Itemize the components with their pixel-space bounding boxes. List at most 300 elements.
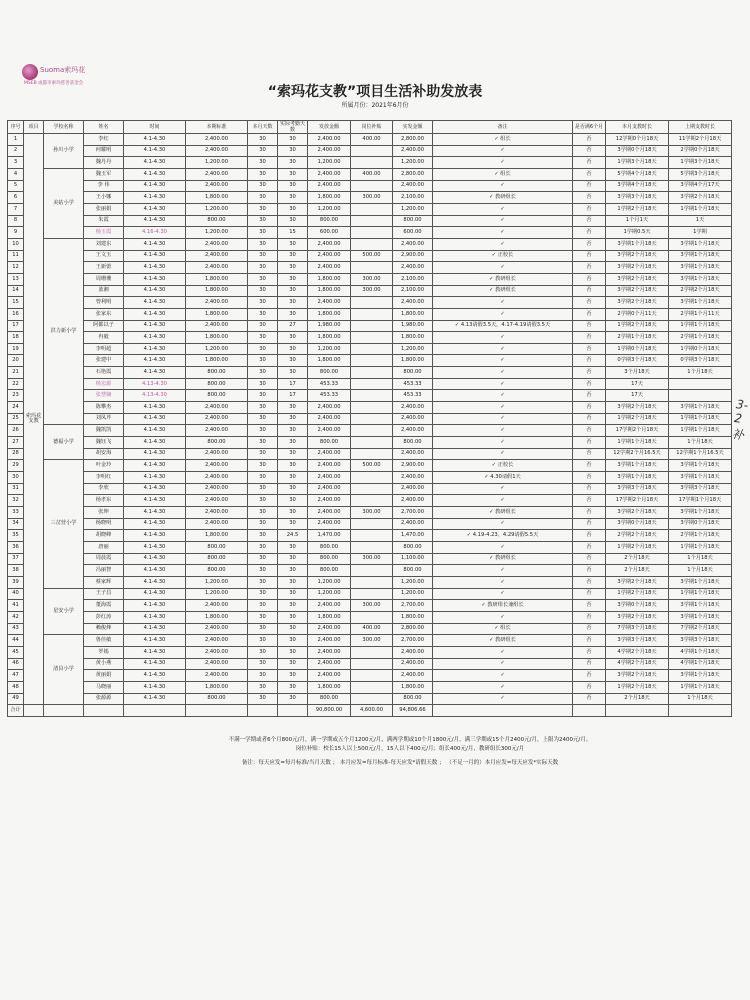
issued-amount: 2,400.00 <box>308 623 351 635</box>
issued-amount: 2,400.00 <box>308 518 351 530</box>
last-period-duration: 5学期3个月18天 <box>669 168 732 180</box>
remark: ✓ 教研组长 <box>433 192 573 204</box>
table-row <box>8 623 732 635</box>
table-row <box>8 448 732 460</box>
standard-amount: 2,400.00 <box>186 145 248 157</box>
teacher-name: 曾利明 <box>84 297 124 309</box>
actual-days: 30 <box>278 343 308 355</box>
row-number: 13 <box>8 273 24 285</box>
period: 4.1-4.30 <box>124 693 186 705</box>
month-days: 30 <box>248 134 278 146</box>
post-subsidy <box>351 576 393 588</box>
remark: ✓ <box>433 541 573 553</box>
over-six-months: 否 <box>573 658 606 670</box>
this-period-duration: 2个月18天 <box>606 553 669 565</box>
post-subsidy <box>351 611 393 623</box>
period: 4.1-4.30 <box>124 157 186 169</box>
last-period-duration: 3学期1个月18天 <box>669 402 732 414</box>
row-number: 32 <box>8 495 24 507</box>
standard-amount: 2,400.00 <box>186 134 248 146</box>
actual-days: 30 <box>278 518 308 530</box>
remark: ✓ <box>433 355 573 367</box>
standard-amount: 2,400.00 <box>186 460 248 472</box>
post-subsidy <box>351 367 393 379</box>
over-six-months: 否 <box>573 576 606 588</box>
standard-amount: 800.00 <box>186 437 248 449</box>
remark: ✓ <box>433 332 573 344</box>
post-subsidy <box>351 332 393 344</box>
standard-amount: 1,200.00 <box>186 203 248 215</box>
over-six-months: 否 <box>573 262 606 274</box>
last-period-duration: 3学期3个月18天 <box>669 483 732 495</box>
post-subsidy: 300.00 <box>351 273 393 285</box>
row-number: 49 <box>8 693 24 705</box>
empty-cell <box>186 705 248 717</box>
period: 4.1-4.30 <box>124 576 186 588</box>
over-six-months: 否 <box>573 681 606 693</box>
header-cell: 时间 <box>124 121 186 134</box>
row-number: 22 <box>8 378 24 390</box>
teacher-name: 魏玉军 <box>84 168 124 180</box>
month-days: 30 <box>248 623 278 635</box>
header-cell: 姓名 <box>84 121 124 134</box>
table-row <box>8 600 732 612</box>
this-period-duration: 12学期2个月16.5天 <box>606 448 669 460</box>
last-period-duration: 1学期1个月18天 <box>669 588 732 600</box>
post-subsidy <box>351 565 393 577</box>
standards-line-1: 不满一学期或者6个月800元/月，满一学期或五个月1200元/月，满两学期或10个月1800元/月，满三学期或15个月2400元/月，上限为2400元/月。 <box>228 737 592 743</box>
remark: ✓ 4.19-4.23、4.29请假5.5天 <box>433 530 573 542</box>
over-six-months: 否 <box>573 355 606 367</box>
teacher-name: 刘凤芹 <box>84 413 124 425</box>
empty-cell <box>606 705 669 717</box>
issued-amount: 1,800.00 <box>308 308 351 320</box>
period: 4.1-4.30 <box>124 402 186 414</box>
school-name: 洪力新小学 <box>44 238 84 425</box>
month-days: 30 <box>248 285 278 297</box>
paid-amount: 1,470.00 <box>393 530 433 542</box>
over-six-months: 否 <box>573 413 606 425</box>
teacher-name: 魏凯凯 <box>84 425 124 437</box>
over-six-months: 否 <box>573 297 606 309</box>
period: 4.1-4.30 <box>124 355 186 367</box>
period: 4.1-4.30 <box>124 588 186 600</box>
table-row <box>8 273 732 285</box>
paid-amount: 1,800.00 <box>393 332 433 344</box>
post-subsidy: 300.00 <box>351 285 393 297</box>
standards-line-2: 岗位补贴：校长15人以上500元/月，15人以下400元/月；组长400元/月，教研组长300元/月 <box>295 746 525 752</box>
standard-amount: 2,400.00 <box>186 262 248 274</box>
last-period-duration: 2学期1个月18天 <box>669 332 732 344</box>
period: 4.1-4.30 <box>124 623 186 635</box>
actual-days: 30 <box>278 332 308 344</box>
issued-amount: 1,200.00 <box>308 576 351 588</box>
month-days: 30 <box>248 308 278 320</box>
paid-amount: 2,700.00 <box>393 635 433 647</box>
period: 4.1-4.30 <box>124 134 186 146</box>
month-days: 30 <box>248 483 278 495</box>
actual-days: 30 <box>278 192 308 204</box>
teacher-name: 李明红 <box>84 472 124 484</box>
month-days: 30 <box>248 600 278 612</box>
period: 4.1-4.30 <box>124 367 186 379</box>
this-period-duration: 1个月1天 <box>606 215 669 227</box>
last-period-duration: 1个月18天 <box>669 693 732 705</box>
over-six-months: 否 <box>573 378 606 390</box>
table-row <box>8 390 732 402</box>
school-name: 孙川小学 <box>44 134 84 169</box>
issued-amount: 1,200.00 <box>308 588 351 600</box>
month-days: 30 <box>248 425 278 437</box>
teacher-name: 张慧娴 <box>84 390 124 402</box>
this-period-duration: 1学期2个月18天 <box>606 203 669 215</box>
this-period-duration: 2学期0个月11天 <box>606 308 669 320</box>
table-row <box>8 611 732 623</box>
actual-days: 17 <box>278 390 308 402</box>
month-days: 30 <box>248 670 278 682</box>
last-period-duration: 7学期2个月18天 <box>669 623 732 635</box>
standard-amount: 1,800.00 <box>186 355 248 367</box>
period: 4.1-4.30 <box>124 518 186 530</box>
row-number: 14 <box>8 285 24 297</box>
month-days: 30 <box>248 273 278 285</box>
last-period-duration: 3学期1个月18天 <box>669 460 732 472</box>
teacher-name: 李明超 <box>84 343 124 355</box>
remark: ✓ <box>433 646 573 658</box>
this-period-duration: 3学期2个月18天 <box>606 611 669 623</box>
table-row <box>8 367 732 379</box>
teacher-name: 胡安海 <box>84 448 124 460</box>
table-row <box>8 681 732 693</box>
this-period-duration: 1学期0.5天 <box>606 227 669 239</box>
row-number: 12 <box>8 262 24 274</box>
issued-amount: 800.00 <box>308 565 351 577</box>
issued-amount: 2,400.00 <box>308 168 351 180</box>
post-subsidy <box>351 448 393 460</box>
remark: ✓ 4.13请假3.5天，4.17-4.19请假3.5天 <box>433 320 573 332</box>
this-period-duration: 3学期0个月18天 <box>606 145 669 157</box>
actual-days: 30 <box>278 472 308 484</box>
actual-days: 30 <box>278 203 308 215</box>
over-six-months: 否 <box>573 180 606 192</box>
issued-amount: 2,400.00 <box>308 483 351 495</box>
handwritten-annotation: 3-2补 <box>731 397 750 443</box>
actual-days: 30 <box>278 623 308 635</box>
actual-days: 30 <box>278 588 308 600</box>
period: 4.1-4.30 <box>124 320 186 332</box>
standard-amount: 2,400.00 <box>186 448 248 460</box>
last-period-duration <box>669 378 732 390</box>
standard-amount: 800.00 <box>186 565 248 577</box>
row-number: 20 <box>8 355 24 367</box>
table-row <box>8 203 732 215</box>
paid-amount: 2,400.00 <box>393 472 433 484</box>
teacher-name: 王小娜 <box>84 192 124 204</box>
remark: ✓ <box>433 425 573 437</box>
over-six-months: 否 <box>573 507 606 519</box>
remark: ✓ <box>433 402 573 414</box>
teacher-name: 唐丽 <box>84 541 124 553</box>
total-paid: 94,806.66 <box>393 705 433 717</box>
issued-amount: 2,400.00 <box>308 472 351 484</box>
standard-amount: 1,200.00 <box>186 588 248 600</box>
remark: ✓ <box>433 448 573 460</box>
actual-days: 30 <box>278 635 308 647</box>
over-six-months: 否 <box>573 227 606 239</box>
table-row <box>8 693 732 705</box>
table-row <box>8 553 732 565</box>
empty-cell <box>124 705 186 717</box>
month-days: 30 <box>248 565 278 577</box>
over-six-months: 否 <box>573 518 606 530</box>
paid-amount: 2,400.00 <box>393 483 433 495</box>
table-row <box>8 507 732 519</box>
standard-amount: 2,400.00 <box>186 297 248 309</box>
table-row <box>8 402 732 414</box>
row-number: 4 <box>8 168 24 180</box>
teacher-name: 罗嫣 <box>84 646 124 658</box>
period: 4.1-4.30 <box>124 145 186 157</box>
post-subsidy <box>351 180 393 192</box>
month-days: 30 <box>248 227 278 239</box>
remark: ✓ <box>433 681 573 693</box>
over-six-months: 否 <box>573 285 606 297</box>
this-period-duration: 3学期2个月18天 <box>606 297 669 309</box>
actual-days: 30 <box>278 367 308 379</box>
paid-amount: 2,800.00 <box>393 623 433 635</box>
paid-amount: 1,200.00 <box>393 157 433 169</box>
last-period-duration: 1学期 <box>669 227 732 239</box>
last-period-duration: 3学期2个月18天 <box>669 192 732 204</box>
last-period-duration: 11学期2个月18天 <box>669 134 732 146</box>
month-days: 30 <box>248 693 278 705</box>
row-number: 36 <box>8 541 24 553</box>
post-subsidy <box>351 203 393 215</box>
last-period-duration: 1个月18天 <box>669 367 732 379</box>
row-number: 38 <box>8 565 24 577</box>
this-period-duration: 1学期2个月18天 <box>606 681 669 693</box>
remark: ✓ <box>433 518 573 530</box>
paid-amount: 2,700.00 <box>393 600 433 612</box>
teacher-name: 周晨霞 <box>84 553 124 565</box>
school-name: 德福小学 <box>44 425 84 460</box>
remark: ✓ <box>433 367 573 379</box>
teacher-name: 彭红涛 <box>84 611 124 623</box>
month-days: 30 <box>248 576 278 588</box>
month-days: 30 <box>248 413 278 425</box>
post-subsidy <box>351 297 393 309</box>
remark: ✓ <box>433 378 573 390</box>
this-period-duration: 3学期4个月18天 <box>606 180 669 192</box>
empty-cell <box>278 705 308 717</box>
total-row <box>8 705 732 717</box>
this-period-duration: 3学期3个月18天 <box>606 635 669 647</box>
last-period-duration: 4学期1个月18天 <box>669 646 732 658</box>
teacher-name: 张源源 <box>84 693 124 705</box>
row-number: 11 <box>8 250 24 262</box>
issued-amount: 2,400.00 <box>308 670 351 682</box>
period: 4.1-4.30 <box>124 670 186 682</box>
over-six-months: 否 <box>573 390 606 402</box>
project-name: 索玛花支教 <box>24 134 44 705</box>
remark: ✓ 教研组长兼组长 <box>433 600 573 612</box>
post-subsidy: 300.00 <box>351 553 393 565</box>
paid-amount: 2,400.00 <box>393 402 433 414</box>
month-days: 30 <box>248 530 278 542</box>
over-six-months: 否 <box>573 273 606 285</box>
empty-cell <box>24 705 44 717</box>
last-period-duration: 1学期1个月18天 <box>669 320 732 332</box>
period: 4.1-4.30 <box>124 541 186 553</box>
standard-amount: 2,400.00 <box>186 320 248 332</box>
header-cell: 是否满6个月 <box>573 121 606 134</box>
school-name: 美姑小学 <box>44 168 84 238</box>
table-row <box>8 238 732 250</box>
standard-amount: 2,400.00 <box>186 425 248 437</box>
actual-days: 30 <box>278 262 308 274</box>
remark: ✓ <box>433 297 573 309</box>
table-row <box>8 576 732 588</box>
month-days: 30 <box>248 390 278 402</box>
period: 4.1-4.30 <box>124 658 186 670</box>
paid-amount: 800.00 <box>393 367 433 379</box>
teacher-name: 杨孝东 <box>84 495 124 507</box>
teacher-name: 黄小燕 <box>84 658 124 670</box>
standard-amount: 1,800.00 <box>186 285 248 297</box>
table-row <box>8 250 732 262</box>
table-row <box>8 530 732 542</box>
row-number: 1 <box>8 134 24 146</box>
over-six-months: 否 <box>573 553 606 565</box>
table-row <box>8 541 732 553</box>
row-number: 34 <box>8 518 24 530</box>
issued-amount: 1,800.00 <box>308 332 351 344</box>
paid-amount: 800.00 <box>393 541 433 553</box>
last-period-duration: 1学期1个月18天 <box>669 203 732 215</box>
standard-amount: 1,800.00 <box>186 332 248 344</box>
post-subsidy <box>351 658 393 670</box>
actual-days: 30 <box>278 355 308 367</box>
this-period-duration: 3学期2个月18天 <box>606 670 669 682</box>
period: 4.1-4.30 <box>124 646 186 658</box>
table-row <box>8 262 732 274</box>
standard-amount: 1,800.00 <box>186 681 248 693</box>
post-subsidy <box>351 215 393 227</box>
paid-amount: 2,400.00 <box>393 145 433 157</box>
standard-amount: 2,400.00 <box>186 250 248 262</box>
issued-amount: 453.33 <box>308 390 351 402</box>
standard-amount: 2,400.00 <box>186 518 248 530</box>
empty-cell <box>248 705 278 717</box>
last-period-duration: 3学期0个月18天 <box>669 518 732 530</box>
total-issued: 90,800.00 <box>308 705 351 717</box>
this-period-duration: 3学期2个月18天 <box>606 262 669 274</box>
standard-amount: 800.00 <box>186 541 248 553</box>
over-six-months: 否 <box>573 635 606 647</box>
period: 4.1-4.30 <box>124 215 186 227</box>
teacher-name: 阿都以子 <box>84 320 124 332</box>
remark: ✓ 正校长 <box>433 460 573 472</box>
issued-amount: 2,400.00 <box>308 262 351 274</box>
period: 4.13-4.30 <box>124 390 186 402</box>
last-period-duration: 3学期4个月17天 <box>669 180 732 192</box>
actual-days: 30 <box>278 134 308 146</box>
header-cell: 上期支教时长 <box>669 121 732 134</box>
actual-days: 30 <box>278 238 308 250</box>
month-days: 30 <box>248 180 278 192</box>
row-number: 3 <box>8 157 24 169</box>
post-subsidy <box>351 308 393 320</box>
paid-amount: 2,400.00 <box>393 425 433 437</box>
this-period-duration: 4学期2个月18天 <box>606 658 669 670</box>
paid-amount: 2,400.00 <box>393 448 433 460</box>
teacher-name: 杨晓明 <box>84 518 124 530</box>
last-period-duration: 1学期1个月18天 <box>669 541 732 553</box>
month-days: 30 <box>248 681 278 693</box>
standard-amount: 2,400.00 <box>186 623 248 635</box>
row-number: 44 <box>8 635 24 647</box>
period: 4.1-4.30 <box>124 203 186 215</box>
post-subsidy <box>351 227 393 239</box>
paid-amount: 800.00 <box>393 437 433 449</box>
standard-amount: 2,400.00 <box>186 600 248 612</box>
month-days: 30 <box>248 215 278 227</box>
row-number: 47 <box>8 670 24 682</box>
row-number: 43 <box>8 623 24 635</box>
empty-cell <box>573 705 606 717</box>
standard-amount: 2,400.00 <box>186 413 248 425</box>
actual-days: 30 <box>278 308 308 320</box>
over-six-months: 否 <box>573 530 606 542</box>
period: 4.1-4.30 <box>124 192 186 204</box>
remark: ✓ <box>433 565 573 577</box>
month-days: 30 <box>248 402 278 414</box>
month-days: 30 <box>248 553 278 565</box>
row-number: 40 <box>8 588 24 600</box>
over-six-months: 否 <box>573 600 606 612</box>
issued-amount: 2,400.00 <box>308 145 351 157</box>
month-days: 30 <box>248 518 278 530</box>
actual-days: 30 <box>278 576 308 588</box>
month-days: 30 <box>248 507 278 519</box>
teacher-name: 张丽娟 <box>84 203 124 215</box>
month-days: 30 <box>248 448 278 460</box>
post-subsidy <box>351 238 393 250</box>
header-cell: 项目 <box>24 121 44 134</box>
month-days: 30 <box>248 495 278 507</box>
last-period-duration: 1个月18天 <box>669 565 732 577</box>
issued-amount: 1,800.00 <box>308 611 351 623</box>
post-subsidy <box>351 402 393 414</box>
remark: ✓ <box>433 262 573 274</box>
remark: ✓ <box>433 157 573 169</box>
period: 4.13-4.30 <box>124 378 186 390</box>
standard-amount: 2,400.00 <box>186 507 248 519</box>
teacher-name: 刘建东 <box>84 238 124 250</box>
last-period-duration: 4学期1个月18天 <box>669 658 732 670</box>
standard-amount: 2,400.00 <box>186 402 248 414</box>
this-period-duration: 17学期2个月18天 <box>606 495 669 507</box>
post-subsidy <box>351 693 393 705</box>
last-period-duration: 12学期1个月16.5天 <box>669 448 732 460</box>
table-row <box>8 565 732 577</box>
row-number: 27 <box>8 437 24 449</box>
last-period-duration: 2学期1个月18天 <box>669 530 732 542</box>
remark: ✓ <box>433 495 573 507</box>
row-number: 35 <box>8 530 24 542</box>
this-period-duration: 3学期2个月18天 <box>606 285 669 297</box>
paid-amount: 2,100.00 <box>393 192 433 204</box>
